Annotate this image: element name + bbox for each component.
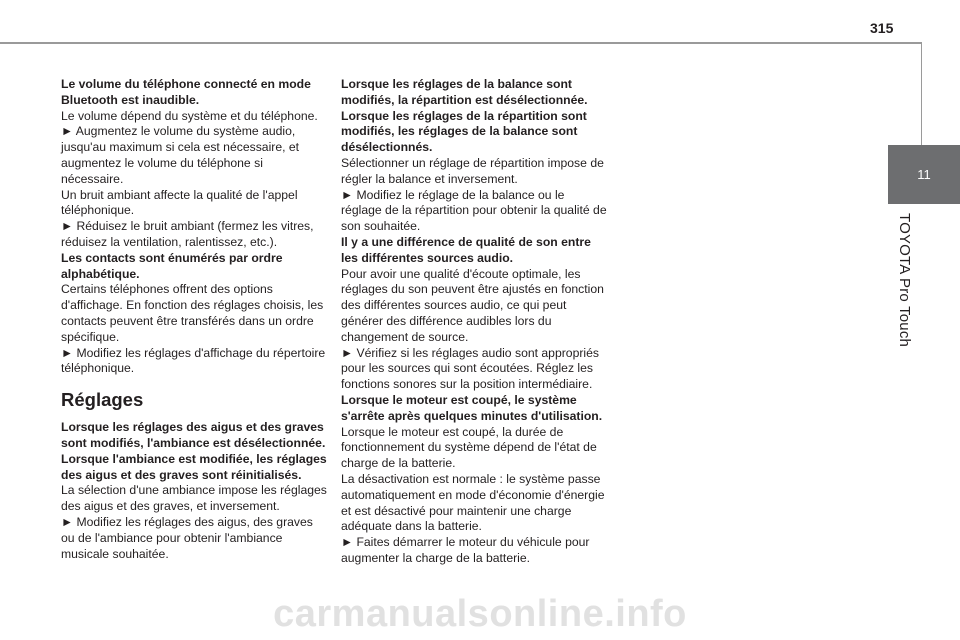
bold-paragraph: Lorsque les réglages de la balance sont modifiés, la répartition est désélectionnée. <box>341 77 588 107</box>
side-rule <box>921 42 922 145</box>
paragraph: Un bruit ambiant affecte la qualité de l'appel téléphonique. <box>61 187 298 218</box>
paragraph: ► Réduisez le bruit ambiant (fermez les vitres, réduisez la ventilation, ralentissez, etc.). <box>61 219 314 249</box>
bold-paragraph: Il y a une différence de qualité de son entre les différentes sources audio. <box>341 234 591 265</box>
bold-paragraph: Les contacts sont énumérés par ordre alphabétique. <box>61 250 283 281</box>
bold-paragraph: Le volume du téléphone connecté en mode Bluetooth est inaudible. <box>61 77 311 107</box>
chapter-tab: 11 <box>888 145 960 204</box>
paragraph: Certains téléphones offrent des options d'affichage. En fonction des réglages choisis, les contacts peuvent être transférés dans un ordre spécifique. <box>61 282 324 344</box>
left-column-section-paragraphs <box>61 420 327 562</box>
bold-paragraph: Lorsque les réglages de la répartition sont modifiés, les réglages de la balance sont désélectionnés. <box>341 108 587 155</box>
paragraph: ► Modifiez les réglages d'affichage du répertoire téléphonique. <box>61 345 326 376</box>
paragraph: Le volume dépend du système et du téléphone. <box>61 108 318 123</box>
watermark: carmanualsonline.info <box>273 593 687 635</box>
left-column <box>61 77 327 562</box>
chapter-title: TOYOTA Pro Touch <box>896 213 913 348</box>
paragraph: ► Modifiez les réglages des aigus, des graves ou de l'ambiance pour obtenir l'ambiance musicale souhaitée. <box>61 514 313 561</box>
paragraph: Sélectionner un réglage de répartition impose de régler la balance et inversement. <box>341 155 604 186</box>
paragraph: ► Faites démarrer le moteur du véhicule pour augmenter la charge de la batterie. <box>341 535 590 565</box>
paragraph: Lorsque le moteur est coupé, la durée de fonctionnement du système dépend de l'état de charge de la batterie. <box>341 424 597 471</box>
right-column-paragraphs <box>341 77 607 567</box>
paragraph: La sélection d'une ambiance impose les réglages des aigus et des graves, et inversement. <box>61 483 327 514</box>
paragraph: ► Vérifiez si les réglages audio sont appropriés pour les sources qui sont écoutées. Réglez les fonctions sonores sur la position intermédiaire. <box>341 345 599 392</box>
paragraph: Pour avoir une qualité d'écoute optimale, les réglages du son peuvent être ajustés en fonction des différentes sources audio, ce qui peut générer des différence audibles lors du changement de source. <box>341 266 604 344</box>
section-heading: Réglages <box>61 389 144 411</box>
paragraph: ► Modifiez le réglage de la balance ou le réglage de la répartition pour obtenir la qualité de son souhaitée. <box>341 187 607 234</box>
bold-paragraph: Lorsque les réglages des aigus et des graves sont modifiés, l'ambiance est désélectionnée. <box>61 420 326 450</box>
paragraph: La désactivation est normale : le système passe automatiquement en mode d'économie d'énergie et est désactivé pour maintenir une charge adéquate dans la batterie. <box>341 471 605 534</box>
bold-paragraph: Lorsque l'ambiance est modifiée, les réglages des aigus et des graves sont réinitialisés. <box>61 451 327 482</box>
page-number: 315 <box>870 20 894 36</box>
left-column-paragraphs <box>61 77 327 377</box>
bold-paragraph: Lorsque le moteur est coupé, le système s'arrête après quelques minutes d'utilisation. <box>341 392 603 423</box>
header-rule <box>0 42 921 44</box>
paragraph: ► Augmentez le volume du système audio, jusqu'au maximum si cela est nécessaire, et augmentez le volume du téléphone si nécessaire. <box>61 124 300 186</box>
right-column <box>341 77 607 567</box>
